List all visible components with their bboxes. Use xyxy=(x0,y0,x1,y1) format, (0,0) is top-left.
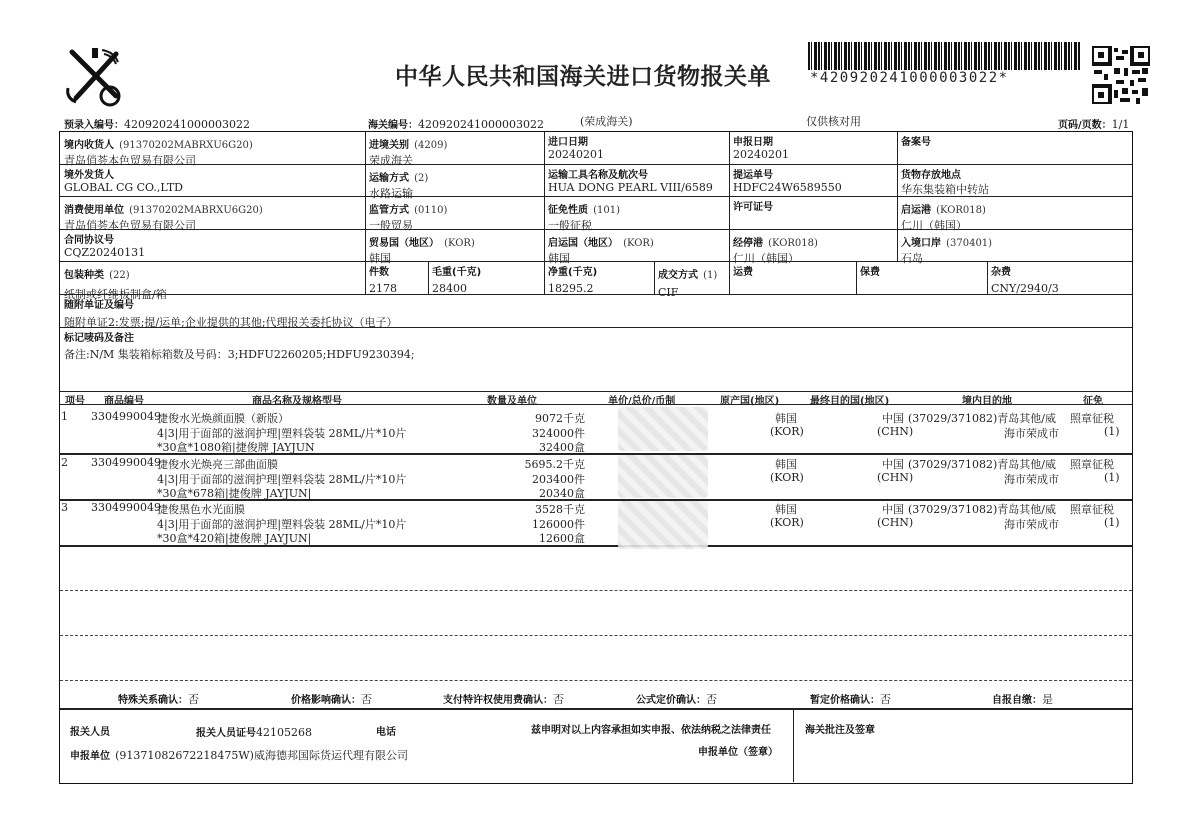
transit-code: (KOR018) xyxy=(768,238,818,249)
special-value: 否 xyxy=(188,693,199,706)
item-no: 3 xyxy=(61,501,68,514)
qr-code-icon xyxy=(1092,46,1150,104)
misc-label: 杂费 xyxy=(991,267,1011,278)
price-value: 否 xyxy=(361,693,372,706)
item-levy-code: (1) xyxy=(1104,471,1120,484)
import-date-value: 20240201 xyxy=(548,148,604,161)
pieces-value: 2178 xyxy=(369,282,397,295)
item-spec: 4|3|用于面部的滋润护理|塑料袋装 28ML/片*10片 xyxy=(157,473,407,486)
contract-field xyxy=(64,231,145,259)
origin-country-value: 韩国 xyxy=(548,252,570,265)
license-label: 许可证号 xyxy=(733,202,773,213)
col-dest: 最终目的国(地区) xyxy=(810,396,890,407)
col-qty: 数量及单位 xyxy=(487,396,537,407)
self-value: 是 xyxy=(1042,693,1053,706)
user-value: 青岛俏荟本色贸易有限公司 xyxy=(64,219,196,232)
item-spec: 4|3|用于面部的滋润护理|塑料袋装 28ML/片*10片 xyxy=(157,427,407,440)
freight-field xyxy=(733,263,753,278)
pack-value: 纸制或纤维板制盒/箱 xyxy=(64,288,167,301)
item-qty-kg: 9072千克 xyxy=(535,412,585,425)
consignee-field xyxy=(64,133,253,168)
item-qty-box: 12600盒 xyxy=(539,532,585,545)
item-dest-code: (CHN) xyxy=(877,516,914,529)
customs-sign-label: 海关批注及签章 xyxy=(805,725,875,736)
item-qty-pcs: 203400件 xyxy=(532,473,585,486)
customs-no-value: 420920241000003022 xyxy=(418,118,544,131)
trade-terms-field xyxy=(658,263,717,299)
item-spec-2: *30盒*420箱|捷俊牌 JAYJUN| xyxy=(157,532,312,545)
origin-country-code: (KOR) xyxy=(623,238,654,249)
royalty-label: 支付特许权使用费确认： xyxy=(443,695,553,706)
unit-label: 申报单位 xyxy=(70,751,110,762)
formula-label: 公式定价确认： xyxy=(636,695,706,706)
item-spec-2: *30盒*1080箱|捷俊牌 JAYJUN xyxy=(157,441,315,454)
bl-label: 提运单号 xyxy=(733,170,773,181)
levy-value: 一般征税 xyxy=(548,219,592,232)
pre-entry-value: 420920241000003022 xyxy=(124,118,250,131)
consignee-code: (91370202MABRXU6G20) xyxy=(119,140,253,151)
terms-code: (1) xyxy=(703,270,718,281)
entry-port-office-field xyxy=(369,133,447,168)
page-value: 1/1 xyxy=(1111,118,1130,131)
record-label: 备案号 xyxy=(901,137,931,148)
provisional-label: 暂定价格确认： xyxy=(810,695,880,706)
item-code: 3304990049 xyxy=(91,456,161,469)
departure-value: 仁川（韩国） xyxy=(901,219,967,232)
port-value: 荣成海关 xyxy=(369,154,413,167)
marks-value: 备注:N/M 集装箱标箱数及号码：3;HDFU2260205;HDFU9230394; xyxy=(64,348,415,361)
transport-code: (2) xyxy=(414,173,429,184)
origin-country-label: 启运国（地区） xyxy=(548,238,618,249)
insurance-label: 保费 xyxy=(860,267,880,278)
net-label: 净重(千克) xyxy=(548,267,598,278)
declaring-unit-field xyxy=(70,744,408,763)
vessel-field xyxy=(548,166,713,194)
royalty-confirm xyxy=(443,688,564,707)
item-domestic-2: 海市荣成市 xyxy=(1004,427,1059,440)
contract-label: 合同协议号 xyxy=(64,235,114,246)
item-origin: 韩国 xyxy=(775,503,797,516)
levy-code: (101) xyxy=(593,205,620,216)
item-levy-code: (1) xyxy=(1104,425,1120,438)
storage-label: 货物存放地点 xyxy=(901,170,961,181)
gross-value: 28400 xyxy=(432,282,467,295)
transit-port-field xyxy=(733,231,818,266)
item-origin-code: (KOR) xyxy=(770,516,804,529)
item-dest: 中国 xyxy=(882,503,904,516)
entry-port-value: 石岛 xyxy=(901,252,923,265)
bl-value: HDFC24W6589550 xyxy=(733,181,842,194)
pre-entry-label: 预录入编号： xyxy=(64,120,124,131)
supervision-value: 一般贸易 xyxy=(369,219,413,232)
item-no: 1 xyxy=(61,410,68,423)
levy-nature-field xyxy=(548,198,620,233)
storage-field xyxy=(901,166,989,197)
gross-label: 毛重(千克) xyxy=(432,267,482,278)
license-field xyxy=(733,198,773,213)
insurance-field xyxy=(860,263,880,278)
col-name: 商品名称及规格型号 xyxy=(252,396,342,407)
item-qty-box: 20340盒 xyxy=(539,487,585,500)
trade-country-code: (KOR) xyxy=(444,238,475,249)
item-domestic-2: 海市荣成市 xyxy=(1004,473,1059,486)
storage-value: 华东集装箱中转站 xyxy=(901,183,989,196)
declarant-cert-field xyxy=(196,721,312,740)
bill-of-lading-field xyxy=(733,166,842,194)
shipper-field xyxy=(64,166,183,194)
supervision-code: (0110) xyxy=(414,205,448,216)
misc-fee-field xyxy=(991,263,1059,295)
vessel-value: HUA DONG PEARL VIII/6589 xyxy=(548,181,713,194)
item-dest-code: (CHN) xyxy=(877,471,914,484)
item-qty-kg: 3528千克 xyxy=(535,503,585,516)
provisional-price-confirm xyxy=(810,688,891,707)
supervision-field xyxy=(369,198,447,233)
item-spec: 4|3|用于面部的滋润护理|塑料袋装 28ML/片*10片 xyxy=(157,518,407,531)
customs-office: (荣成海关) xyxy=(580,115,633,128)
item-domestic: (37029/371082)青岛其他/威 xyxy=(908,412,1056,425)
entry-port-field xyxy=(901,231,992,266)
item-origin-code: (KOR) xyxy=(770,425,804,438)
item-dest: 中国 xyxy=(882,458,904,471)
item-name: 捷俊水光焕颜面膜（新版） xyxy=(157,412,289,425)
unit-value: (91371082672218475W)威海德邦国际货运代理有限公司 xyxy=(115,749,408,762)
item-domestic: (37029/371082)青岛其他/威 xyxy=(908,503,1056,516)
port-code: (4209) xyxy=(414,140,448,151)
formula-price-confirm xyxy=(636,688,717,707)
terms-value: CIF xyxy=(658,286,679,299)
col-domestic: 境内目的地 xyxy=(962,396,1012,407)
transport-label: 运输方式 xyxy=(369,173,409,184)
trade-country-label: 贸易国（地区） xyxy=(369,238,439,249)
departure-code: (KOR018) xyxy=(936,205,986,216)
item-levy-code: (1) xyxy=(1104,516,1120,529)
import-date-field xyxy=(548,133,604,161)
item-qty-kg: 5695.2千克 xyxy=(524,458,585,471)
item-spec-2: *30盒*678箱|捷俊牌 JAYJUN| xyxy=(157,487,312,500)
redacted-price xyxy=(618,501,708,549)
trade-country-value: 韩国 xyxy=(369,252,391,265)
declare-date-value: 20240201 xyxy=(733,148,789,161)
consumer-unit-field xyxy=(64,198,263,233)
entry-port-label: 入境口岸 xyxy=(901,238,941,249)
price-label: 价格影响确认： xyxy=(291,695,361,706)
supervision-label: 监管方式 xyxy=(369,205,409,216)
seal-label: 申报单位（签章） xyxy=(698,747,778,758)
transit-value: 仁川（韩国） xyxy=(733,252,799,265)
col-levy: 征免 xyxy=(1083,396,1103,407)
declare-date-field xyxy=(733,133,789,161)
special-relation-confirm xyxy=(118,688,199,707)
item-name: 捷俊黑色水光面膜 xyxy=(157,503,245,516)
marks-label: 标记唛码及备注 xyxy=(64,333,134,344)
declarant-cert-value: 42105268 xyxy=(256,726,312,739)
item-qty-pcs: 126000件 xyxy=(532,518,585,531)
declarant-label: 报关人员 xyxy=(70,727,110,738)
item-dest-code: (CHN) xyxy=(877,425,914,438)
col-origin: 原产国(地区) xyxy=(720,396,780,407)
page-indicator xyxy=(1058,113,1129,132)
item-levy: 照章征税 xyxy=(1070,412,1114,425)
legal-statement: 兹申明对以上内容承担如实申报、依法纳税之法律责任 xyxy=(531,725,771,736)
user-label: 消费使用单位 xyxy=(64,205,124,216)
record-field xyxy=(901,133,931,148)
net-weight-field xyxy=(548,263,597,295)
special-label: 特殊关系确认： xyxy=(118,695,188,706)
formula-value: 否 xyxy=(706,693,717,706)
item-qty-box: 32400盒 xyxy=(539,441,585,454)
departure-port-field xyxy=(901,198,986,233)
provisional-value: 否 xyxy=(880,693,891,706)
customs-no-field xyxy=(368,113,544,132)
item-levy: 照章征税 xyxy=(1070,503,1114,516)
item-code: 3304990049 xyxy=(91,501,161,514)
declarant-cert-label: 报关人员证号 xyxy=(196,728,256,739)
item-dest: 中国 xyxy=(882,412,904,425)
item-levy: 照章征税 xyxy=(1070,458,1114,471)
attached-docs-field xyxy=(64,296,398,330)
item-origin-code: (KOR) xyxy=(770,471,804,484)
consignee-label: 境内收货人 xyxy=(64,140,114,151)
page-label: 页码/页数： xyxy=(1058,120,1112,131)
pack-label: 包装种类 xyxy=(64,270,104,281)
barcode xyxy=(808,42,1080,70)
item-qty-pcs: 324000件 xyxy=(532,427,585,440)
item-origin: 韩国 xyxy=(775,458,797,471)
docs-value: 随附单证2:发票;提/运单;企业提供的其他;代理报关委托协议（电子） xyxy=(64,316,398,329)
document-title: 中华人民共和国海关进口货物报关单 xyxy=(395,64,771,90)
col-no: 项号 xyxy=(65,396,85,407)
col-price: 单价/总价/币制 xyxy=(608,396,676,407)
docs-label: 随附单证及编号 xyxy=(64,300,134,311)
pack-code: (22) xyxy=(109,270,130,281)
item-name: 捷俊水光焕亮三部曲面膜 xyxy=(157,458,278,471)
marks-remarks-field xyxy=(64,329,415,362)
self-label: 自报自缴： xyxy=(992,695,1042,706)
net-value: 18295.2 xyxy=(548,282,594,295)
origin-country-field xyxy=(548,231,654,266)
phone-label: 电话 xyxy=(376,727,396,738)
item-domestic: (37029/371082)青岛其他/威 xyxy=(908,458,1056,471)
terms-label: 成交方式 xyxy=(658,270,698,281)
item-no: 2 xyxy=(61,456,68,469)
transport-value: 水路运输 xyxy=(369,187,413,200)
item-domestic-2: 海市荣成市 xyxy=(1004,518,1059,531)
transport-mode-field xyxy=(369,166,428,201)
pieces-field xyxy=(369,263,397,295)
pieces-label: 件数 xyxy=(369,267,389,278)
user-code: (91370202MABRXU6G20) xyxy=(129,205,263,216)
shipper-label: 境外发货人 xyxy=(64,170,114,181)
contract-value: CQZ20240131 xyxy=(64,246,146,259)
price-impact-confirm xyxy=(291,688,372,707)
import-date-label: 进口日期 xyxy=(548,137,588,148)
verify-note: 仅供核对用 xyxy=(806,115,861,128)
trade-country-field xyxy=(369,231,475,266)
freight-label: 运费 xyxy=(733,267,753,278)
self-declare-confirm xyxy=(992,688,1053,707)
col-code: 商品编号 xyxy=(104,396,144,407)
shipper-value: GLOBAL CG CO.,LTD xyxy=(64,181,183,194)
customs-no-label: 海关编号： xyxy=(368,120,418,131)
levy-label: 征免性质 xyxy=(548,205,588,216)
redacted-price xyxy=(618,407,708,451)
transit-label: 经停港 xyxy=(733,238,763,249)
item-origin: 韩国 xyxy=(775,412,797,425)
barcode-text: *420920241000003022* xyxy=(810,70,1009,86)
declare-date-label: 申报日期 xyxy=(733,137,773,148)
departure-label: 启运港 xyxy=(901,205,931,216)
redacted-price xyxy=(618,455,708,498)
pre-entry-field xyxy=(64,113,250,132)
customs-emblem-icon xyxy=(62,44,130,108)
gross-weight-field xyxy=(432,263,481,295)
item-code: 3304990049 xyxy=(91,410,161,423)
vessel-label: 运输工具名称及航次号 xyxy=(548,170,648,181)
misc-value: CNY/2940/3 xyxy=(991,282,1059,295)
consignee-value: 青岛俏荟本色贸易有限公司 xyxy=(64,154,196,167)
port-label: 进境关别 xyxy=(369,140,409,151)
royalty-value: 否 xyxy=(553,693,564,706)
entry-port-code: (370401) xyxy=(946,238,993,249)
